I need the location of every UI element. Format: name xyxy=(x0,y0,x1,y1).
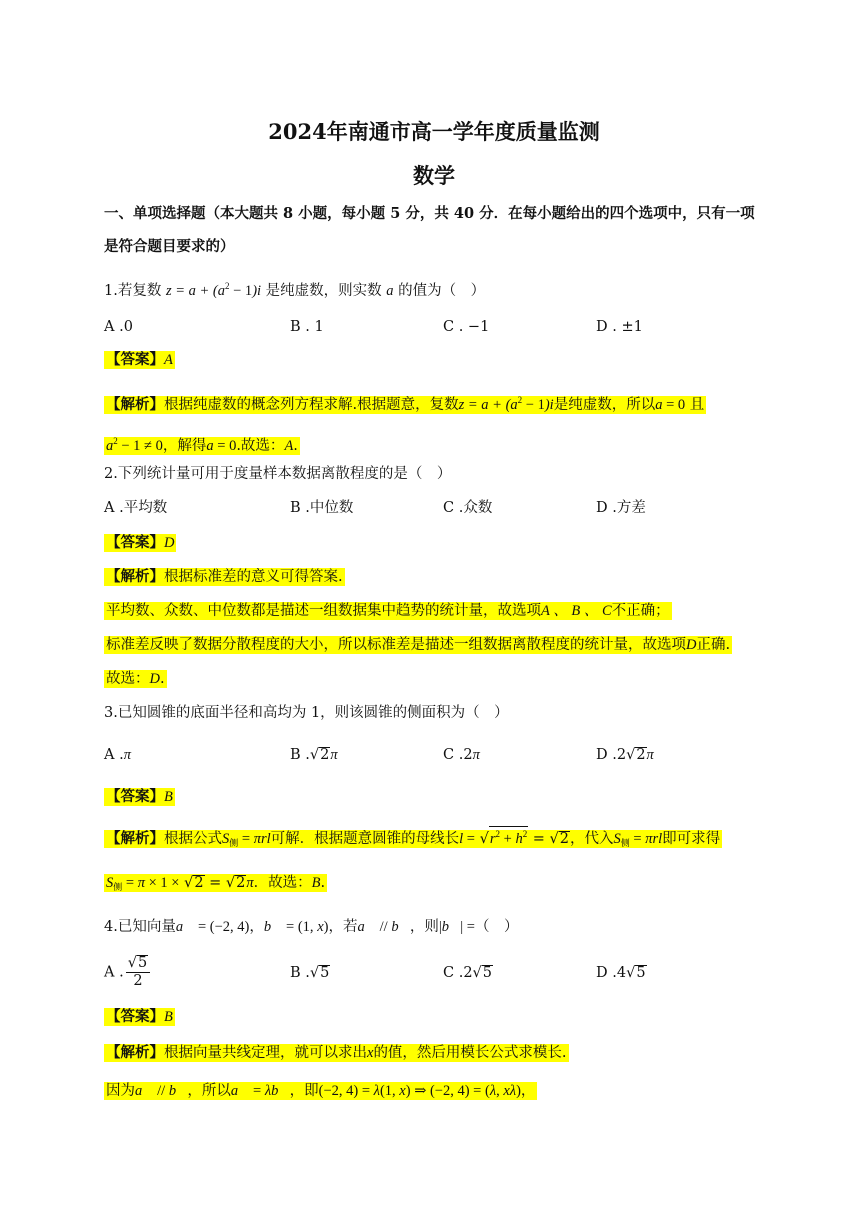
q1-answer: 【答案】A xyxy=(106,351,173,368)
section-heading-line1: 一、单项选择题（本大题共 8 小题，每小题 5 分，共 40 分．在每小题给出的四个选项中，只有一项 xyxy=(104,205,755,222)
q4-option-d: D .4√5 xyxy=(596,965,646,981)
q4-option-a: A . $\frac{√5}{2}$ xyxy=(104,955,152,990)
q2-analysis-line2: 平均数、众数、中位数都是描述一组数据集中趋势的统计量，故选项A 、 B 、 C不正确； xyxy=(106,603,670,619)
q1-stem: 1.若复数 $z = a + (a^2 - 1)i$ 是纯虚数，则实数 a 的值为（ ） xyxy=(104,281,486,299)
q3-option-c: C .2π xyxy=(443,747,480,763)
q4-option-b: B .√5 xyxy=(290,965,330,981)
q2-option-a: A .平均数 xyxy=(104,500,168,516)
q1-analysis-line2: $a^2 - 1 \ne 0$，解得a = 0.故选：A. xyxy=(106,436,298,454)
q1-option-d: D . ±1 xyxy=(596,319,643,335)
q2-analysis-line4: 故选：D. xyxy=(106,671,165,687)
q2-option-c: C .众数 xyxy=(443,500,493,516)
q2-answer: 【答案】D xyxy=(106,534,175,551)
q1-analysis-line1: 【解析】根据纯虚数的概念列方程求解.根据题意，复数$z = a + (a^2 - 1)i$是纯虚数，所以a = 0 且 xyxy=(106,395,705,413)
q1-option-a: A .0 xyxy=(104,319,133,335)
q2-analysis-line3: 标准差反映了数据分散程度的大小，所以标准差是描述一组数据离散程度的统计量，故选项D正确. xyxy=(106,637,731,653)
q3-option-d: D .2√2π xyxy=(596,747,654,763)
q3-option-a: A .π xyxy=(104,747,131,763)
section-heading-line2: 是符合题目要求的） xyxy=(104,238,235,255)
q2-stem: 2.下列统计量可用于度量样本数据离散程度的是（ ） xyxy=(104,466,452,482)
doc-title: 2024年南通市高一学年度质量监测 xyxy=(268,119,600,144)
q1-option-c: C . −1 xyxy=(443,319,490,335)
q4-analysis-line2: 因为a⃗ // b⃗，所以a⃗ = λb⃗，即(−2, 4) = λ(1, x) ⇒ (−2, 4) = (λ, xλ)， xyxy=(106,1083,536,1099)
q2-option-d: D .方差 xyxy=(596,500,646,516)
q4-analysis-line1: 【解析】根据向量共线定理，就可以求出x的值，然后用模长公式求模长. xyxy=(106,1044,567,1061)
q3-answer: 【答案】B xyxy=(106,788,173,805)
q2-analysis-line1: 【解析】根据标准差的意义可得答案. xyxy=(106,568,343,585)
q1-formula: $z = a + (a^2 - 1)i$ xyxy=(165,281,262,299)
doc-subject: 数学 xyxy=(413,163,455,188)
q4-option-c: C .2√5 xyxy=(443,965,493,981)
q3-analysis-line2: $S_侧 = \pi \times 1 \times √2 = √2\pi$．故选：B. xyxy=(106,875,326,892)
q3-stem: 3.已知圆锥的底面半径和高均为 1，则该圆锥的侧面积为（ ） xyxy=(104,705,509,721)
q3-option-b: B .√2π xyxy=(290,747,338,763)
q3-analysis-line1: 【解析】根据公式$S_侧 = \pi rl$可解．根据题意圆锥的母线长$l = √r^2 + h^2 = √2$，代入$S_侧 = \pi rl$即可求得 xyxy=(104,826,722,854)
q4-answer: 【答案】B xyxy=(106,1008,173,1025)
q1-option-b: B . 1 xyxy=(290,319,324,335)
q4-stem: 4.已知向量a⃗ = (−2, 4)，b⃗ = (1, x)，若a⃗ // b⃗，则|b⃗| =（ ） xyxy=(104,919,519,935)
q2-option-b: B .中位数 xyxy=(290,500,354,516)
